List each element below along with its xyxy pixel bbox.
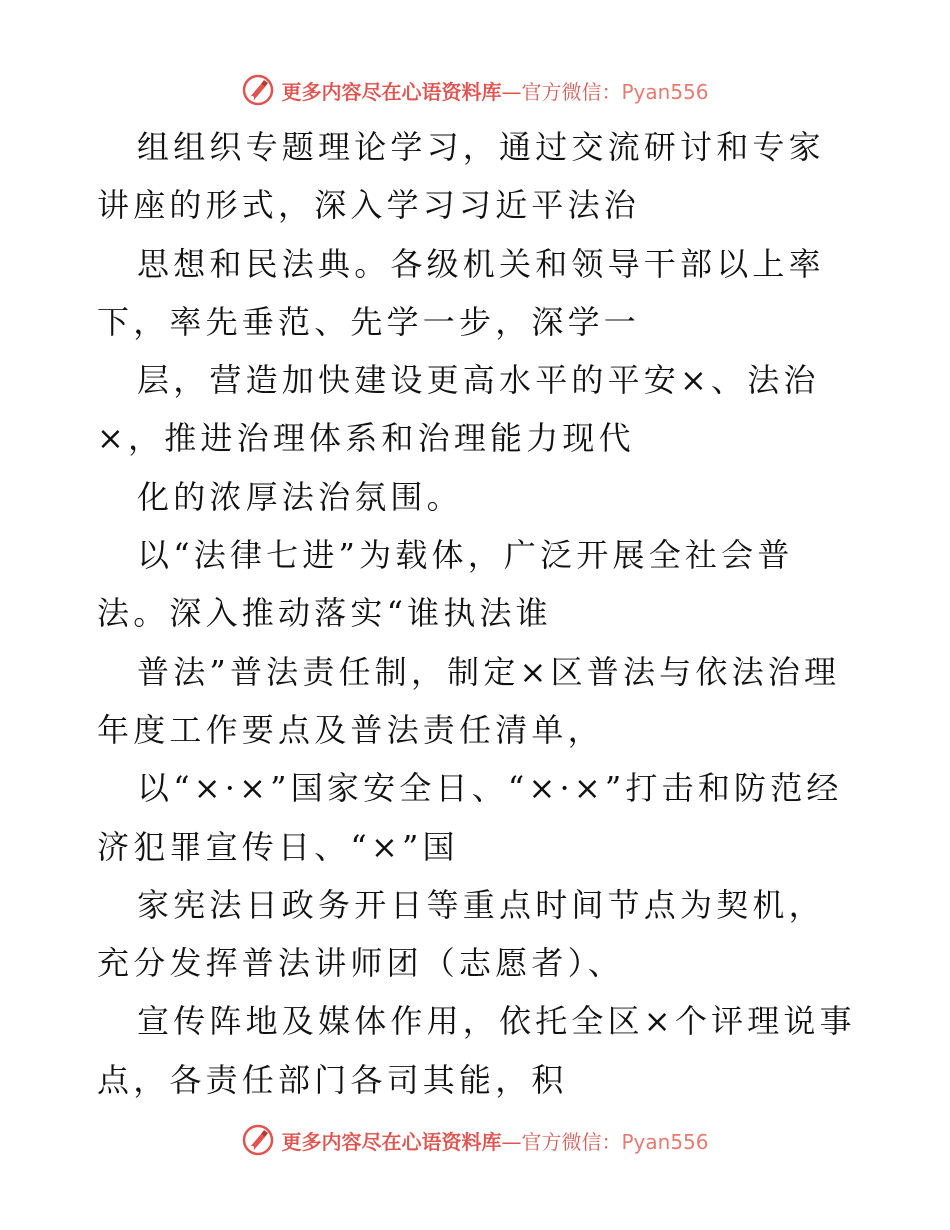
watermark-main: 更多内容尽在心语资料库 — [281, 1129, 502, 1154]
paragraph: 思想和民法典。各级机关和领导干部以上率下，率先垂范、先学一步，深学一 — [97, 244, 825, 341]
paragraph: 以“法律七进”为载体，广泛开展全社会普法。深入推动落实“谁执法谁 — [97, 536, 794, 633]
document-body — [97, 118, 857, 1109]
watermark-id: Pyan556 — [621, 1129, 709, 1154]
watermark-id: Pyan556 — [621, 79, 709, 104]
watermark-separator: — — [501, 79, 522, 104]
watermark-separator: — — [501, 1129, 522, 1154]
paragraph: 化的浓厚法治氛围。 — [137, 477, 463, 516]
pen-logo-icon — [241, 73, 275, 107]
watermark-text — [281, 1126, 708, 1155]
paragraph: 家宪法日政务开日等重点时间节点为契机，充分发挥普法讲师团（志愿者）、 — [97, 885, 825, 983]
pen-logo-icon — [241, 1123, 275, 1157]
watermark-text — [281, 76, 708, 105]
paragraph: 普法”普法责任制，制定×区普法与依法治理年度工作要点及普法责任清单， — [97, 652, 841, 749]
paragraph: 组组织专题理论学习，通过交流研讨和专家讲座的形式，深入学习习近平法治 — [97, 128, 825, 225]
header-watermark — [0, 70, 950, 110]
watermark-main: 更多内容尽在心语资料库 — [281, 79, 502, 104]
paragraph: 以“×·×”国家安全日、“×·×”打击和防范经济犯罪宣传日、“×”国 — [97, 769, 843, 866]
watermark-sub: 官方微信： — [521, 1129, 622, 1154]
footer-watermark — [0, 1120, 950, 1160]
watermark-sub: 官方微信： — [521, 79, 622, 104]
paragraph: 宣传阵地及媒体作用，依托全区×个评理说事点，各责任部门各司其能，积 — [97, 1002, 856, 1099]
paragraph: 层，营造加快建设更高水平的平安×、法治×，推进治理体系和治理能力现代 — [97, 361, 820, 458]
